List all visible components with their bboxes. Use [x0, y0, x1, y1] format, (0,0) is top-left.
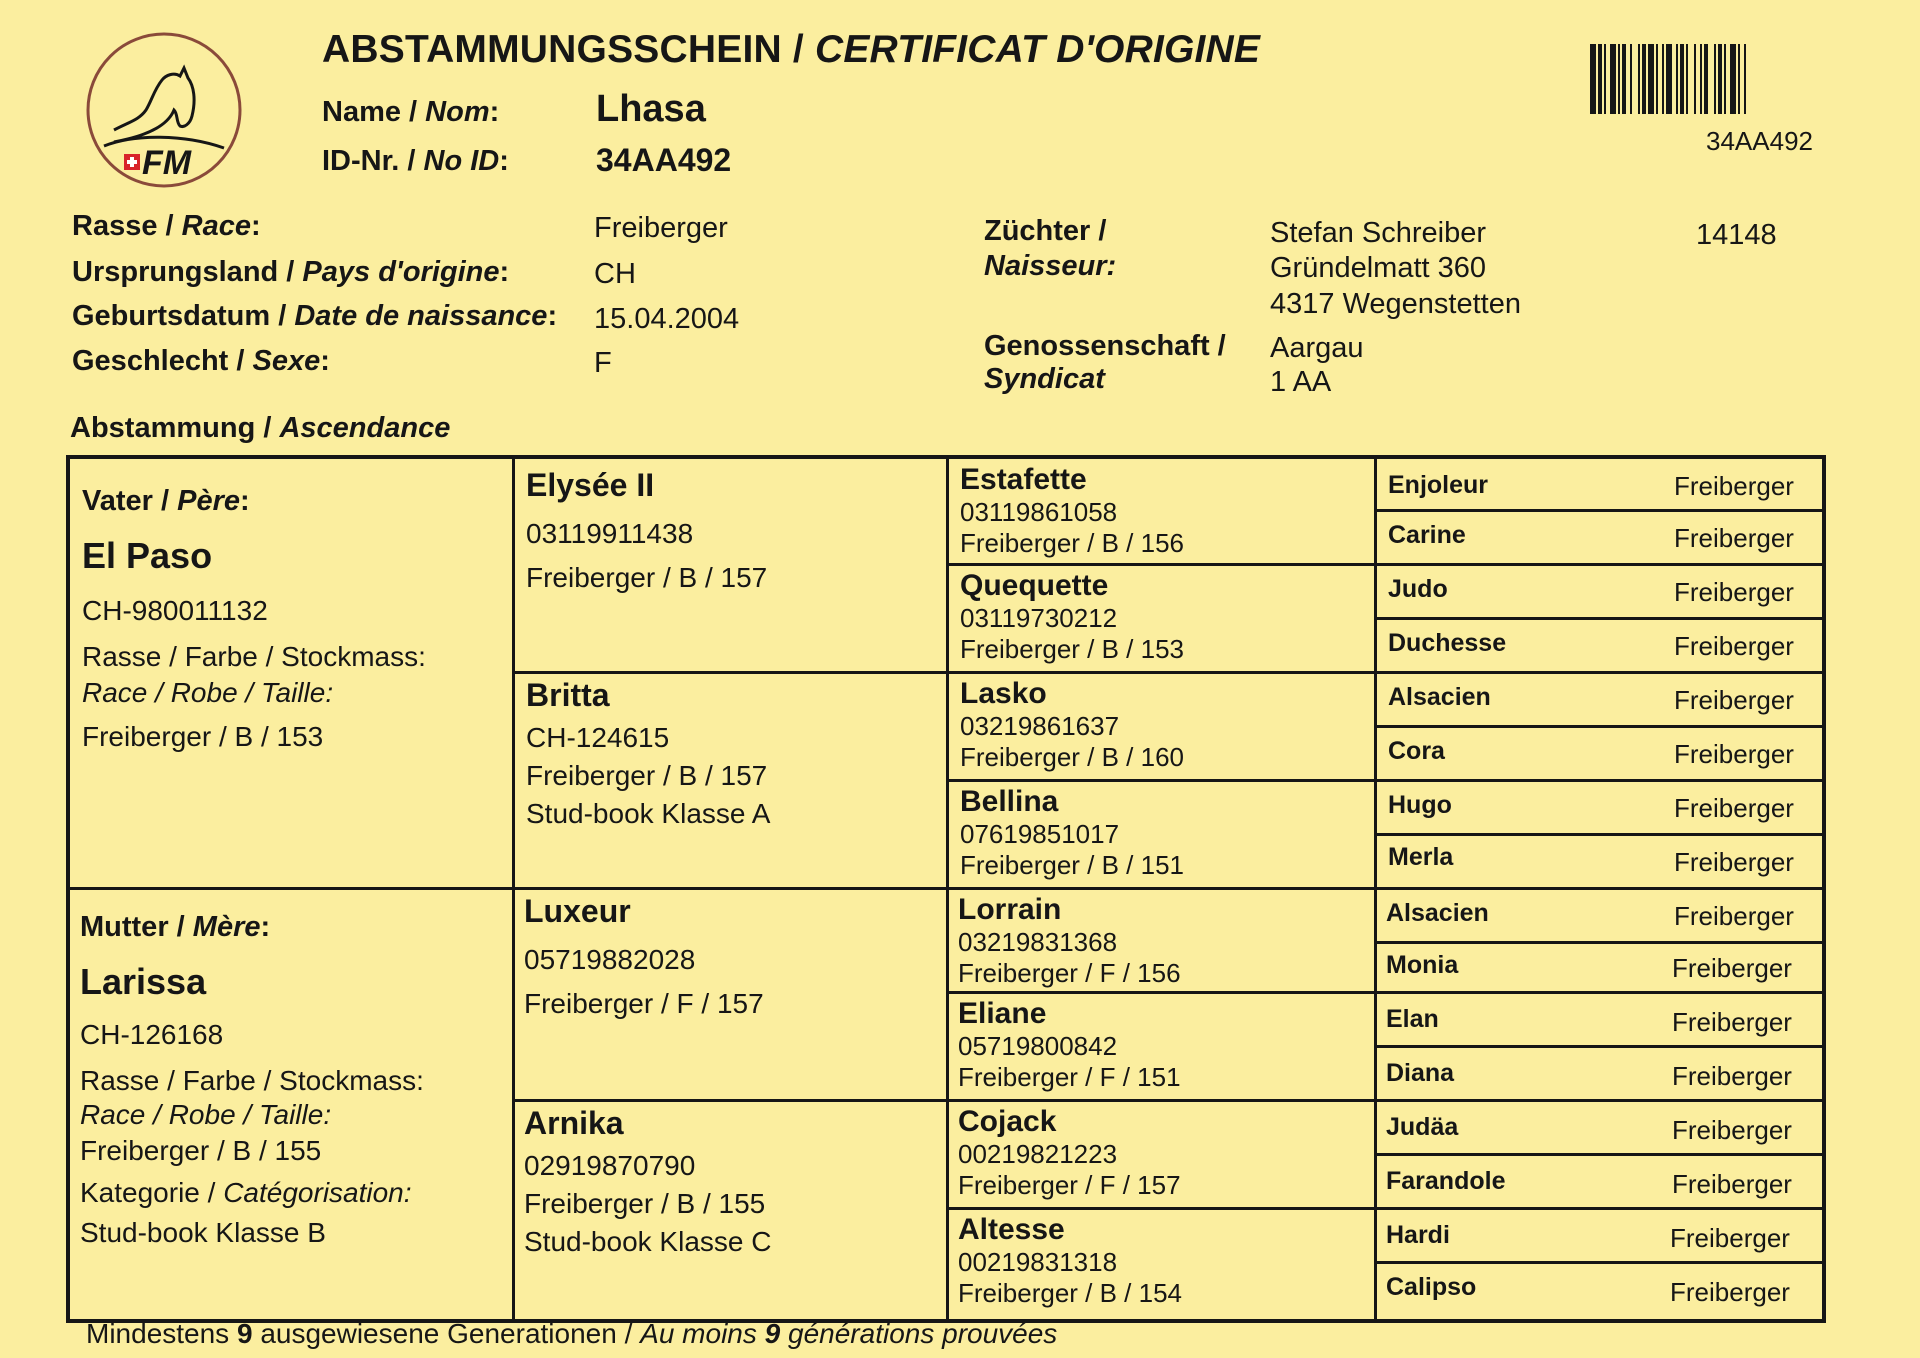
gen3-cell	[958, 1105, 1181, 1201]
barcode	[1590, 44, 1818, 114]
barcode-bar	[1656, 44, 1658, 114]
logo-text: FM	[142, 144, 192, 182]
sire-name: El Paso	[82, 535, 213, 576]
gen3-id: 05719800842	[958, 1031, 1118, 1061]
gen4-name: Farandole	[1386, 1167, 1506, 1195]
gen2-name: Britta	[526, 677, 610, 713]
sire-attr-label-fr: Race / Robe / Taille:	[82, 677, 334, 708]
syndicate-label-fr: Syndicat	[984, 363, 1105, 395]
gen3-cell	[958, 893, 1181, 989]
gen2-name: Arnika	[524, 1105, 624, 1141]
barcode-bar	[1638, 44, 1640, 114]
breeder-street: Gründelmatt 360	[1270, 252, 1487, 284]
gen3-id: 00219821223	[958, 1139, 1118, 1169]
id-label: ID-Nr. / No ID:	[322, 145, 509, 177]
gen4-race: Freiberger	[1672, 1061, 1792, 1091]
gen3-name: Lorrain	[958, 893, 1062, 926]
gen3-attr: Freiberger / B / 160	[960, 742, 1184, 772]
gen2-extra: Stud-book Klasse A	[526, 798, 771, 829]
barcode-bar	[1730, 44, 1736, 114]
dam-id: CH-126168	[80, 1019, 224, 1050]
gen2-cell	[524, 1105, 771, 1258]
gen4-name: Alsacien	[1388, 683, 1491, 711]
gen4-race: Freiberger	[1674, 685, 1794, 715]
gen4-name: Judäa	[1386, 1113, 1459, 1141]
gen3-id: 00219831318	[958, 1247, 1118, 1277]
gen2-id: 02919870790	[524, 1150, 696, 1181]
gen3-attr: Freiberger / F / 157	[958, 1170, 1181, 1200]
dam-category-value: Stud-book Klasse B	[80, 1217, 326, 1248]
gen4-name: Enjoleur	[1388, 471, 1489, 499]
gen3-attr: Freiberger / B / 154	[958, 1278, 1182, 1308]
gen4-name: Cora	[1388, 737, 1445, 765]
gen3-cell	[958, 1213, 1182, 1309]
sire-label: Vater / Père:	[82, 485, 250, 517]
dam-attr-label: Rasse / Farbe / Stockmass:	[80, 1065, 424, 1096]
gen4-name: Merla	[1388, 843, 1454, 871]
barcode-bar	[1680, 44, 1684, 114]
gen4-name: Elan	[1386, 1005, 1439, 1033]
gen3-name: Cojack	[958, 1105, 1057, 1138]
horse-name: Lhasa	[596, 88, 706, 130]
gen3-attr: Freiberger / F / 156	[958, 958, 1181, 988]
barcode-bar	[1610, 44, 1616, 114]
syndicate-name: Aargau	[1270, 332, 1364, 364]
sire-id: CH-980011132	[82, 595, 268, 626]
gen2-attr: Freiberger / F / 157	[524, 988, 764, 1019]
gen4-race: Freiberger	[1674, 523, 1794, 553]
barcode-bar	[1724, 44, 1726, 114]
gen2-name: Luxeur	[524, 893, 631, 929]
barcode-bar	[1714, 44, 1716, 114]
gen4-race: Freiberger	[1672, 1169, 1792, 1199]
barcode-bar	[1662, 44, 1664, 114]
gen4-race: Freiberger	[1672, 953, 1792, 983]
gen4-name: Monia	[1386, 951, 1459, 979]
race-value: Freiberger	[594, 212, 728, 244]
barcode-bar	[1666, 44, 1672, 114]
gen4-name: Duchesse	[1388, 629, 1507, 657]
gen4-race: Freiberger	[1672, 1115, 1792, 1145]
ascendance-label: Abstammung / Ascendance	[70, 412, 451, 444]
gen4-race: Freiberger	[1672, 1007, 1792, 1037]
gen3-name: Eliane	[958, 997, 1047, 1030]
gen4-race: Freiberger	[1674, 631, 1794, 661]
horse-id: 34AA492	[596, 142, 732, 178]
barcode-bar	[1648, 44, 1654, 114]
gen4-name: Hugo	[1388, 791, 1452, 819]
gen2-name: Elysée II	[526, 467, 655, 503]
gen2-attr: Freiberger / B / 157	[526, 760, 768, 791]
horse-head-icon	[84, 30, 244, 190]
generations-note: Mindestens 9 ausgewiesene Generationen / Au moins 9 générations prouvées	[86, 1318, 1058, 1349]
origin-label: Ursprungsland / Pays d'origine:	[72, 256, 510, 288]
gen3-name: Bellina	[960, 785, 1059, 818]
barcode-bar	[1590, 44, 1596, 114]
gen4-name: Hardi	[1386, 1221, 1450, 1249]
gen3-cell	[960, 677, 1184, 773]
gen2-id: 03119911438	[526, 518, 694, 549]
gen3-cell	[960, 463, 1184, 559]
barcode-bar	[1718, 44, 1722, 114]
gen3-id: 03119861058	[960, 497, 1118, 527]
dam-label: Mutter / Mère:	[80, 911, 271, 943]
gen3-cell	[958, 997, 1181, 1093]
gen2-extra: Stud-book Klasse C	[524, 1226, 772, 1257]
gen4-race: Freiberger	[1674, 901, 1794, 931]
barcode-bar	[1642, 44, 1646, 114]
gen4-name: Carine	[1388, 521, 1466, 549]
barcode-bar	[1694, 44, 1696, 114]
gen2-cell	[524, 893, 764, 1020]
dam-attr-label-fr: Race / Robe / Taille:	[80, 1099, 332, 1130]
gen3-attr: Freiberger / B / 153	[960, 634, 1184, 664]
sex-value: F	[594, 347, 612, 379]
name-label: Name / Nom:	[322, 96, 500, 128]
barcode-bar	[1704, 44, 1708, 114]
gen4-name: Judo	[1388, 575, 1448, 603]
gen4-race: Freiberger	[1674, 793, 1794, 823]
gen4-race: Freiberger	[1674, 847, 1794, 877]
gen3-id: 03119730212	[960, 603, 1118, 633]
barcode-bar	[1598, 44, 1602, 114]
barcode-bar	[1622, 44, 1626, 114]
gen2-cell	[526, 467, 767, 594]
gen2-attr: Freiberger / B / 155	[524, 1188, 766, 1219]
barcode-bar	[1618, 44, 1620, 114]
breeder-city: 4317 Wegenstetten	[1270, 288, 1521, 320]
gen4-race: Freiberger	[1670, 1223, 1790, 1253]
gen3-cell	[960, 569, 1184, 665]
sex-label: Geschlecht / Sexe:	[72, 345, 330, 377]
gen2-id: CH-124615	[526, 722, 670, 753]
gen2-cell	[526, 677, 770, 830]
document-title: ABSTAMMUNGSSCHEIN / CERTIFICAT D'ORIGINE	[322, 28, 1261, 71]
sire-attr-label: Rasse / Farbe / Stockmass:	[82, 641, 426, 672]
barcode-bar	[1738, 44, 1740, 114]
gen3-attr: Freiberger / B / 151	[960, 850, 1184, 880]
gen4-race: Freiberger	[1674, 471, 1794, 501]
breeder-name: Stefan Schreiber	[1270, 217, 1487, 249]
barcode-bar	[1700, 44, 1702, 114]
gen3-id: 07619851017	[960, 819, 1120, 849]
breeder-number: 14148	[1696, 219, 1777, 251]
pedigree-table	[66, 455, 1826, 1323]
gen4-race: Freiberger	[1674, 739, 1794, 769]
sire-attr-value: Freiberger / B / 153	[82, 721, 324, 752]
gen2-id: 05719882028	[524, 944, 696, 975]
dam-attr-value: Freiberger / B / 155	[80, 1135, 322, 1166]
gen3-id: 03219831368	[958, 927, 1118, 957]
dam-category-label: Kategorie / Catégorisation:	[80, 1177, 412, 1208]
breeder-label-de: Züchter /	[984, 215, 1107, 247]
breeder-label-fr: Naisseur:	[984, 250, 1117, 282]
barcode-bar	[1604, 44, 1606, 114]
gen4-name: Calipso	[1386, 1273, 1477, 1301]
gen3-id: 03219861637	[960, 711, 1120, 741]
barcode-number: 34AA492	[1706, 126, 1813, 156]
origin-value: CH	[594, 258, 636, 290]
gen4-name: Alsacien	[1386, 899, 1489, 927]
gen4-race: Freiberger	[1670, 1277, 1790, 1307]
gen4-name: Diana	[1386, 1059, 1455, 1087]
gen3-name: Altesse	[958, 1213, 1065, 1246]
gen3-attr: Freiberger / F / 151	[958, 1062, 1181, 1092]
gen2-attr: Freiberger / B / 157	[526, 562, 768, 593]
dam-name: Larissa	[80, 961, 207, 1002]
gen3-name: Quequette	[960, 569, 1109, 602]
birth-label: Geburtsdatum / Date de naissance:	[72, 300, 558, 332]
fm-logo	[84, 30, 244, 190]
syndicate-code: 1 AA	[1270, 366, 1332, 398]
gen3-cell	[960, 785, 1184, 881]
barcode-bar	[1686, 44, 1688, 114]
gen3-attr: Freiberger / B / 156	[960, 528, 1184, 558]
race-label: Rasse / Race:	[72, 210, 261, 242]
barcode-bar	[1630, 44, 1632, 114]
gen3-name: Estafette	[960, 463, 1087, 496]
barcode-bar	[1744, 44, 1746, 114]
gen3-name: Lasko	[960, 677, 1047, 710]
syndicate-label-de: Genossenschaft /	[984, 330, 1226, 362]
birth-value: 15.04.2004	[594, 303, 740, 335]
barcode-bar	[1676, 44, 1678, 114]
gen4-race: Freiberger	[1674, 577, 1794, 607]
